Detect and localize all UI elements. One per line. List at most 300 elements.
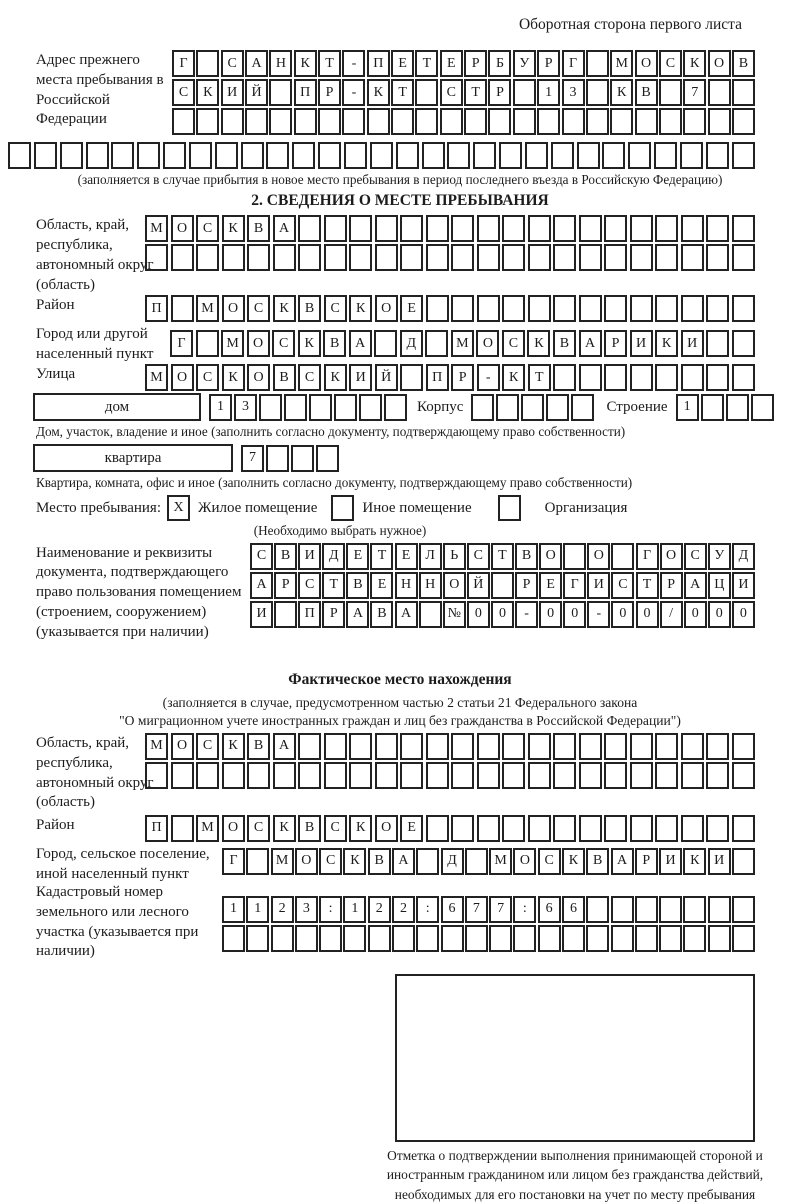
form-cell: Г bbox=[222, 848, 245, 875]
form-cell: Н bbox=[419, 572, 442, 599]
actual-region-label: Область, край, республика, автономный округ (область) bbox=[36, 734, 154, 811]
form-cell bbox=[610, 108, 633, 135]
form-cell: М bbox=[145, 364, 168, 391]
form-cell: Т bbox=[415, 50, 438, 77]
form-cell: В bbox=[553, 330, 576, 357]
form-cell: : bbox=[513, 896, 536, 923]
form-cell: С bbox=[272, 330, 295, 357]
form-cell bbox=[349, 215, 372, 242]
form-cell bbox=[451, 762, 474, 789]
form-cell: С bbox=[440, 79, 463, 106]
form-cell bbox=[171, 762, 194, 789]
form-cell bbox=[521, 394, 544, 421]
form-cell bbox=[384, 394, 407, 421]
korpus-label: Корпус bbox=[417, 398, 464, 415]
form-cell bbox=[681, 733, 704, 760]
form-cell bbox=[706, 295, 729, 322]
form-cell bbox=[537, 108, 560, 135]
form-cell: И bbox=[630, 330, 653, 357]
form-cell: 0 bbox=[684, 601, 707, 628]
form-cell bbox=[499, 142, 522, 169]
form-cell: Т bbox=[322, 572, 345, 599]
form-cell bbox=[659, 108, 682, 135]
form-cell bbox=[683, 108, 706, 135]
form-cell bbox=[274, 601, 297, 628]
form-cell: К bbox=[222, 733, 245, 760]
form-cell bbox=[751, 394, 774, 421]
form-cell: О bbox=[476, 330, 499, 357]
form-cell: № bbox=[443, 601, 466, 628]
form-cell: М bbox=[451, 330, 474, 357]
stay-type-row bbox=[36, 495, 800, 521]
form-cell bbox=[222, 925, 245, 952]
form-cell: С bbox=[247, 295, 270, 322]
form-cell bbox=[659, 79, 682, 106]
form-cell bbox=[655, 762, 678, 789]
form-cell bbox=[553, 244, 576, 271]
form-cell: : bbox=[416, 896, 439, 923]
form-cell: С bbox=[196, 215, 219, 242]
form-cell: В bbox=[346, 572, 369, 599]
form-cell bbox=[196, 762, 219, 789]
form-cell bbox=[477, 295, 500, 322]
form-cell bbox=[415, 108, 438, 135]
form-cell: О bbox=[587, 543, 610, 570]
house-box-label: дом bbox=[33, 393, 201, 421]
form-cell: И bbox=[681, 330, 704, 357]
form-cell: К bbox=[298, 330, 321, 357]
form-cell bbox=[318, 108, 341, 135]
prev-address-row-4 bbox=[8, 142, 755, 169]
form-cell: О bbox=[295, 848, 318, 875]
form-cell bbox=[189, 142, 212, 169]
prev-address-label: Адрес прежнего места пребывания в Российской Федерации bbox=[36, 52, 164, 128]
apartment-box-label: квартира bbox=[33, 444, 233, 472]
form-cell bbox=[654, 142, 677, 169]
apartment-row bbox=[33, 444, 800, 472]
form-cell bbox=[111, 142, 134, 169]
form-cell: К bbox=[349, 815, 372, 842]
form-cell: М bbox=[145, 215, 168, 242]
apartment-note: Квартира, комната, офис и иное (заполнить согласно документу, подтверждающему право собственности) bbox=[36, 475, 633, 491]
form-cell bbox=[604, 815, 627, 842]
form-cell: В bbox=[247, 215, 270, 242]
form-cell bbox=[553, 364, 576, 391]
form-cell bbox=[553, 815, 576, 842]
form-cell bbox=[163, 142, 186, 169]
form-cell bbox=[324, 762, 347, 789]
form-cell: 6 bbox=[538, 896, 561, 923]
prev-address-note: (заполняется в случае прибытия в новое место пребывания в период последнего въезда в Российскую Федерацию) bbox=[77, 172, 723, 187]
form-cell: У bbox=[513, 50, 536, 77]
form-cell bbox=[732, 896, 755, 923]
form-cell: 1 bbox=[537, 79, 560, 106]
form-cell bbox=[294, 108, 317, 135]
form-cell bbox=[196, 330, 219, 357]
form-cell bbox=[630, 733, 653, 760]
form-cell bbox=[579, 244, 602, 271]
form-cell: А bbox=[346, 601, 369, 628]
document-label: Наименование и реквизиты документа, подтверждающего право пользования помещением (строением, сооружением) (указывается при наличии) bbox=[36, 544, 242, 640]
form-cell bbox=[681, 364, 704, 391]
form-cell: М bbox=[145, 733, 168, 760]
form-cell bbox=[298, 215, 321, 242]
form-cell bbox=[513, 79, 536, 106]
form-cell: О bbox=[222, 815, 245, 842]
form-cell: Ц bbox=[708, 572, 731, 599]
form-cell: М bbox=[610, 50, 633, 77]
form-cell bbox=[635, 108, 658, 135]
form-cell bbox=[538, 925, 561, 952]
form-cell: П bbox=[426, 364, 449, 391]
form-cell bbox=[477, 733, 500, 760]
form-cell bbox=[551, 142, 574, 169]
form-cell bbox=[502, 244, 525, 271]
form-cell bbox=[562, 108, 585, 135]
form-cell bbox=[586, 50, 609, 77]
form-cell: С bbox=[659, 50, 682, 77]
form-cell bbox=[579, 762, 602, 789]
form-cell bbox=[563, 543, 586, 570]
form-cell: Р bbox=[515, 572, 538, 599]
form-cell bbox=[635, 925, 658, 952]
form-cell: С bbox=[324, 815, 347, 842]
apartment-cells bbox=[241, 445, 339, 472]
form-cell bbox=[375, 733, 398, 760]
form-cell bbox=[324, 215, 347, 242]
form-cell bbox=[171, 244, 194, 271]
form-cell bbox=[309, 394, 332, 421]
form-cell bbox=[273, 762, 296, 789]
form-cell: 3 bbox=[234, 394, 257, 421]
form-cell: Т bbox=[636, 572, 659, 599]
form-cell bbox=[630, 815, 653, 842]
actual-district-block bbox=[0, 815, 800, 844]
form-cell bbox=[241, 142, 264, 169]
form-cell: Р bbox=[537, 50, 560, 77]
form-cell: С bbox=[684, 543, 707, 570]
document-row-3 bbox=[250, 601, 755, 628]
form-cell: Т bbox=[391, 79, 414, 106]
form-cell bbox=[440, 108, 463, 135]
form-cell: П bbox=[367, 50, 390, 77]
form-cell: К bbox=[610, 79, 633, 106]
actual-region-row-1 bbox=[145, 733, 755, 760]
form-cell bbox=[502, 215, 525, 242]
form-cell bbox=[528, 762, 551, 789]
form-cell: М bbox=[489, 848, 512, 875]
form-cell: О bbox=[708, 50, 731, 77]
form-cell bbox=[546, 394, 569, 421]
form-cell bbox=[426, 733, 449, 760]
form-cell bbox=[586, 925, 609, 952]
form-cell bbox=[708, 896, 731, 923]
form-cell: В bbox=[273, 364, 296, 391]
form-cell: С bbox=[502, 330, 525, 357]
form-cell: Е bbox=[391, 50, 414, 77]
form-cell bbox=[266, 142, 289, 169]
form-cell bbox=[247, 762, 270, 789]
form-cell: Ь bbox=[443, 543, 466, 570]
prev-address-block bbox=[0, 50, 800, 142]
form-cell: А bbox=[579, 330, 602, 357]
form-cell bbox=[611, 896, 634, 923]
form-cell bbox=[681, 762, 704, 789]
form-cell bbox=[655, 215, 678, 242]
form-cell: Р bbox=[488, 79, 511, 106]
form-cell bbox=[295, 925, 318, 952]
form-cell: К bbox=[273, 295, 296, 322]
form-cell: О bbox=[513, 848, 536, 875]
form-cell: К bbox=[349, 295, 372, 322]
region-label: Область, край, республика, автономный округ (область) bbox=[36, 217, 154, 293]
form-cell: О bbox=[171, 733, 194, 760]
form-cell bbox=[422, 142, 445, 169]
form-cell bbox=[683, 925, 706, 952]
form-cell: С bbox=[538, 848, 561, 875]
form-cell: О bbox=[660, 543, 683, 570]
form-cell bbox=[465, 925, 488, 952]
form-cell bbox=[343, 925, 366, 952]
form-cell: 6 bbox=[562, 896, 585, 923]
form-cell bbox=[375, 762, 398, 789]
stay-type-label: Место пребывания: bbox=[36, 499, 161, 516]
form-cell: К bbox=[222, 215, 245, 242]
form-cell: О bbox=[443, 572, 466, 599]
korpus-cells bbox=[471, 394, 594, 421]
form-cell bbox=[400, 215, 423, 242]
form-cell bbox=[171, 815, 194, 842]
form-cell: 0 bbox=[611, 601, 634, 628]
form-cell: Е bbox=[400, 295, 423, 322]
form-cell bbox=[659, 925, 682, 952]
form-cell bbox=[586, 108, 609, 135]
form-cell: Г bbox=[172, 50, 195, 77]
stay-option-checkbox-residential: X bbox=[167, 495, 190, 521]
form-cell bbox=[528, 295, 551, 322]
form-cell bbox=[215, 142, 238, 169]
form-cell bbox=[374, 330, 397, 357]
form-cell bbox=[630, 215, 653, 242]
form-cell: : bbox=[319, 896, 342, 923]
form-cell bbox=[706, 364, 729, 391]
form-cell: И bbox=[708, 848, 731, 875]
form-cell bbox=[464, 108, 487, 135]
form-cell bbox=[334, 394, 357, 421]
form-cell: Г bbox=[563, 572, 586, 599]
actual-district-label: Район bbox=[36, 816, 75, 833]
form-cell bbox=[370, 142, 393, 169]
form-cell: - bbox=[342, 50, 365, 77]
form-cell bbox=[525, 142, 548, 169]
district-block bbox=[0, 295, 800, 324]
form-cell bbox=[659, 896, 682, 923]
form-cell: Г bbox=[170, 330, 193, 357]
form-cell bbox=[488, 108, 511, 135]
form-cell bbox=[513, 925, 536, 952]
document-row-2 bbox=[250, 572, 755, 599]
form-cell bbox=[577, 142, 600, 169]
form-cell bbox=[604, 215, 627, 242]
form-cell: Р bbox=[660, 572, 683, 599]
house-note: Дом, участок, владение и иное (заполнить согласно документу, подтверждающему право собственности) bbox=[36, 424, 626, 440]
form-cell bbox=[628, 142, 651, 169]
form-cell: 7 bbox=[489, 896, 512, 923]
form-cell: И bbox=[298, 543, 321, 570]
form-cell: Н bbox=[269, 50, 292, 77]
form-cell bbox=[630, 244, 653, 271]
form-cell: О bbox=[375, 295, 398, 322]
district-label: Район bbox=[36, 297, 75, 314]
form-cell: С bbox=[319, 848, 342, 875]
form-cell: А bbox=[245, 50, 268, 77]
form-cell: Р bbox=[604, 330, 627, 357]
form-cell bbox=[604, 364, 627, 391]
form-cell bbox=[172, 108, 195, 135]
form-cell bbox=[171, 295, 194, 322]
form-cell: 1 bbox=[246, 896, 269, 923]
form-cell: 0 bbox=[708, 601, 731, 628]
actual-region-block bbox=[0, 733, 800, 815]
form-cell bbox=[489, 925, 512, 952]
form-cell: 7 bbox=[241, 445, 264, 472]
form-cell bbox=[259, 394, 282, 421]
form-cell bbox=[496, 394, 519, 421]
form-cell: А bbox=[349, 330, 372, 357]
form-cell: В bbox=[586, 848, 609, 875]
form-cell bbox=[630, 364, 653, 391]
form-cell: К bbox=[655, 330, 678, 357]
stay-type-note: (Необходимо выбрать нужное) bbox=[253, 523, 427, 539]
form-cell bbox=[528, 215, 551, 242]
cadastre-row-1 bbox=[222, 882, 755, 923]
form-cell bbox=[425, 330, 448, 357]
form-cell bbox=[681, 295, 704, 322]
form-cell bbox=[349, 244, 372, 271]
section2-title: 2. СВЕДЕНИЯ О МЕСТЕ ПРЕБЫВАНИЯ bbox=[251, 192, 549, 210]
form-cell bbox=[655, 815, 678, 842]
form-cell bbox=[491, 572, 514, 599]
form-cell: 0 bbox=[467, 601, 490, 628]
form-cell bbox=[271, 925, 294, 952]
stay-option-checkbox-other bbox=[331, 495, 354, 521]
form-cell bbox=[586, 79, 609, 106]
form-cell bbox=[86, 142, 109, 169]
form-cell: М bbox=[271, 848, 294, 875]
form-cell bbox=[681, 815, 704, 842]
stay-option-checkbox-organization bbox=[498, 495, 521, 521]
form-cell bbox=[630, 762, 653, 789]
form-cell: П bbox=[298, 601, 321, 628]
form-cell bbox=[137, 142, 160, 169]
form-cell: Т bbox=[318, 50, 341, 77]
form-cell bbox=[447, 142, 470, 169]
form-cell bbox=[732, 142, 755, 169]
form-cell bbox=[655, 364, 678, 391]
form-cell: 0 bbox=[636, 601, 659, 628]
form-cell bbox=[298, 733, 321, 760]
form-cell: М bbox=[196, 815, 219, 842]
form-cell bbox=[298, 762, 321, 789]
form-cell bbox=[732, 815, 755, 842]
form-cell bbox=[400, 762, 423, 789]
form-cell: К bbox=[367, 79, 390, 106]
form-cell bbox=[502, 295, 525, 322]
form-cell: В bbox=[370, 601, 393, 628]
form-cell bbox=[732, 762, 755, 789]
form-cell: 2 bbox=[392, 896, 415, 923]
form-cell bbox=[732, 925, 755, 952]
page-header-note: Оборотная сторона первого листа bbox=[518, 16, 742, 33]
form-cell bbox=[451, 215, 474, 242]
form-cell: Й bbox=[375, 364, 398, 391]
form-cell: О bbox=[171, 215, 194, 242]
form-cell bbox=[426, 295, 449, 322]
form-cell: 2 bbox=[271, 896, 294, 923]
form-cell bbox=[681, 244, 704, 271]
form-cell: П bbox=[145, 815, 168, 842]
form-cell: 0 bbox=[732, 601, 755, 628]
form-cell: Е bbox=[539, 572, 562, 599]
form-cell bbox=[196, 108, 219, 135]
form-cell: В bbox=[274, 543, 297, 570]
actual-city-row bbox=[222, 844, 755, 875]
form-cell bbox=[368, 925, 391, 952]
form-cell: 0 bbox=[539, 601, 562, 628]
city-row bbox=[170, 324, 755, 357]
form-cell: С bbox=[196, 733, 219, 760]
form-cell bbox=[732, 244, 755, 271]
form-cell: Е bbox=[346, 543, 369, 570]
form-cell bbox=[708, 108, 731, 135]
form-cell: В bbox=[298, 815, 321, 842]
form-cell: С bbox=[221, 50, 244, 77]
form-cell: Й bbox=[467, 572, 490, 599]
region-block bbox=[0, 215, 800, 295]
form-cell bbox=[319, 925, 342, 952]
stroenie-cells bbox=[676, 394, 774, 421]
form-cell bbox=[451, 244, 474, 271]
form-cell: О bbox=[539, 543, 562, 570]
region-row-1 bbox=[145, 215, 755, 242]
form-cell bbox=[513, 108, 536, 135]
form-cell: К bbox=[502, 364, 525, 391]
form-cell: 0 bbox=[563, 601, 586, 628]
form-cell: И bbox=[349, 364, 372, 391]
stay-option-label-organization: Организация bbox=[544, 499, 628, 516]
form-cell: О bbox=[247, 364, 270, 391]
house-cells bbox=[209, 394, 407, 421]
form-cell bbox=[441, 925, 464, 952]
form-cell: Т bbox=[491, 543, 514, 570]
house-row bbox=[33, 393, 800, 421]
form-cell bbox=[706, 244, 729, 271]
form-cell bbox=[611, 543, 634, 570]
form-cell bbox=[604, 762, 627, 789]
form-cell bbox=[630, 295, 653, 322]
form-cell bbox=[579, 364, 602, 391]
form-cell: 1 bbox=[222, 896, 245, 923]
form-cell bbox=[553, 762, 576, 789]
form-cell: В bbox=[635, 79, 658, 106]
form-cell bbox=[528, 815, 551, 842]
form-cell bbox=[298, 244, 321, 271]
form-cell bbox=[392, 925, 415, 952]
form-cell: Б bbox=[488, 50, 511, 77]
form-cell: А bbox=[250, 572, 273, 599]
form-cell bbox=[528, 733, 551, 760]
form-cell: М bbox=[221, 330, 244, 357]
